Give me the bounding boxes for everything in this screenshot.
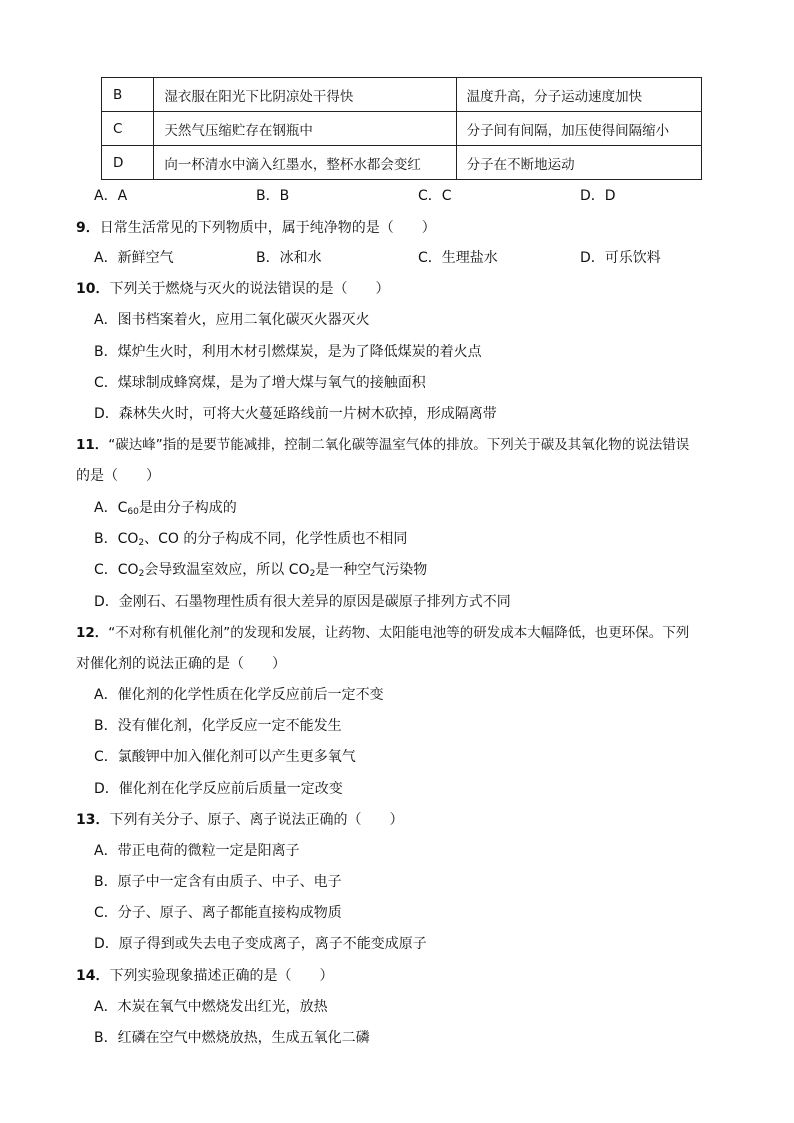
question-10-stem	[76, 279, 389, 299]
question-13-stem	[76, 810, 403, 830]
option-text: C．CO	[94, 562, 139, 578]
option-text: 是由分子构成的	[138, 500, 237, 516]
q9-option-d[interactable]: D．可乐饮料	[580, 250, 661, 266]
q13-option-a[interactable]: A．带正电荷的微粒一定是阳离子	[94, 843, 300, 859]
q8-option-a[interactable]: A．A	[94, 188, 128, 204]
table-cell-letter: B	[102, 78, 154, 112]
table-cell-phenomenon: 向一杯清水中滴入红墨水，整杯水都会变红	[154, 146, 456, 180]
subscript: 2	[138, 538, 145, 548]
q9-option-b[interactable]: B．冰和水	[256, 250, 322, 266]
q10-option-b[interactable]: B．煤炉生火时，利用木材引燃煤炭，是为了降低煤炭的着火点	[94, 344, 482, 360]
q9-option-a[interactable]: A．新鲜空气	[94, 250, 174, 266]
question-text: 下列关于燃烧与灭火的说法错误的是（ ）	[109, 281, 390, 297]
q12-option-c[interactable]: C．氯酸钾中加入催化剂可以产生更多氧气	[94, 749, 356, 765]
question-number: 13．	[76, 812, 110, 828]
option-text: 会导致温室效应，所以 CO	[144, 562, 310, 578]
q14-option-a[interactable]: A．木炭在氧气中燃烧发出红光，放热	[94, 999, 328, 1015]
subscript: 2	[309, 569, 316, 579]
option-text: B．CO	[94, 531, 139, 547]
table-cell-explanation: 分子在不断地运动	[456, 146, 701, 180]
subscript: 2	[138, 569, 145, 579]
question-number: 14．	[76, 968, 110, 984]
table-row	[102, 146, 702, 180]
table-row	[102, 112, 702, 146]
question-text: “不对称有机催化剂”的发现和发展，让药物、太阳能电池等的研发成本大幅降低，也更环保。下列	[108, 625, 690, 641]
q13-option-b[interactable]: B．原子中一定含有由质子、中子、电子	[94, 874, 342, 890]
table-cell-explanation: 温度升高，分子运动速度加快	[456, 78, 701, 112]
q11-option-b[interactable]	[94, 529, 407, 549]
q8-table	[101, 77, 702, 180]
question-text: 下列有关分子、原子、离子说法正确的（ ）	[109, 812, 404, 828]
q13-option-d[interactable]: D．原子得到或失去电子变成离子，离子不能变成原子	[94, 936, 427, 952]
table-cell-letter: C	[102, 112, 154, 146]
question-number: 10．	[76, 281, 110, 297]
question-text: 日常生活常见的下列物质中，属于纯净物的是（ ）	[99, 220, 436, 236]
q9-option-c[interactable]: C．生理盐水	[418, 250, 498, 266]
q8-option-c[interactable]: C．C	[418, 188, 452, 204]
question-number: 9．	[76, 220, 100, 236]
q12-option-a[interactable]: A．催化剂的化学性质在化学反应前后一定不变	[94, 687, 384, 703]
question-number: 11．	[76, 437, 109, 453]
table-cell-phenomenon: 天然气压缩贮存在钢瓶中	[154, 112, 456, 146]
q11-option-c[interactable]	[94, 560, 427, 580]
q11-option-d[interactable]: D．金刚石、石墨物理性质有很大差异的原因是碳原子排列方式不同	[94, 594, 511, 610]
option-text: A．C	[94, 500, 128, 516]
table-row	[102, 78, 702, 112]
q8-option-d[interactable]: D．D	[580, 188, 616, 204]
table-cell-explanation: 分子间有间隔，加压使得间隔缩小	[456, 112, 701, 146]
question-12-stem	[76, 623, 689, 643]
question-12-stem-cont: 对催化剂的说法正确的是（ ）	[76, 656, 286, 672]
table-cell-letter: D	[102, 146, 154, 180]
q12-option-d[interactable]: D．催化剂在化学反应前后质量一定改变	[94, 781, 343, 797]
q10-option-a[interactable]: A．图书档案着火，应用二氧化碳灭火器灭火	[94, 312, 370, 328]
question-text: 下列实验现象描述正确的是（ ）	[109, 968, 334, 984]
question-11-stem	[76, 435, 689, 455]
question-text: “碳达峰”指的是要节能减排，控制二氧化碳等温室气体的排放。下列关于碳及其氧化物的说法错误	[108, 437, 690, 453]
q10-option-d[interactable]: D．森林失火时，可将大火蔓延路线前一片树木砍掉，形成隔离带	[94, 406, 497, 422]
subscript: 60	[127, 507, 139, 517]
question-11-stem-cont: 的是（ ）	[76, 468, 160, 484]
table-cell-phenomenon: 湿衣服在阳光下比阴凉处干得快	[154, 78, 456, 112]
q11-option-a[interactable]	[94, 498, 237, 518]
q10-option-c[interactable]: C．煤球制成蜂窝煤，是为了增大煤与氧气的接触面积	[94, 375, 426, 391]
q12-option-b[interactable]: B．没有催化剂，化学反应一定不能发生	[94, 718, 342, 734]
option-text: 是一种空气污染物	[315, 562, 428, 578]
question-9-stem	[76, 218, 436, 238]
q8-option-b[interactable]: B．B	[256, 188, 290, 204]
q14-option-b[interactable]: B．红磷在空气中燃烧放热，生成五氧化二磷	[94, 1030, 370, 1046]
q13-option-c[interactable]: C．分子、原子、离子都能直接构成物质	[94, 905, 342, 921]
option-text: 、CO 的分子构成不同，化学性质也不相同	[144, 531, 408, 547]
question-14-stem	[76, 966, 333, 986]
question-number: 12．	[76, 625, 109, 641]
